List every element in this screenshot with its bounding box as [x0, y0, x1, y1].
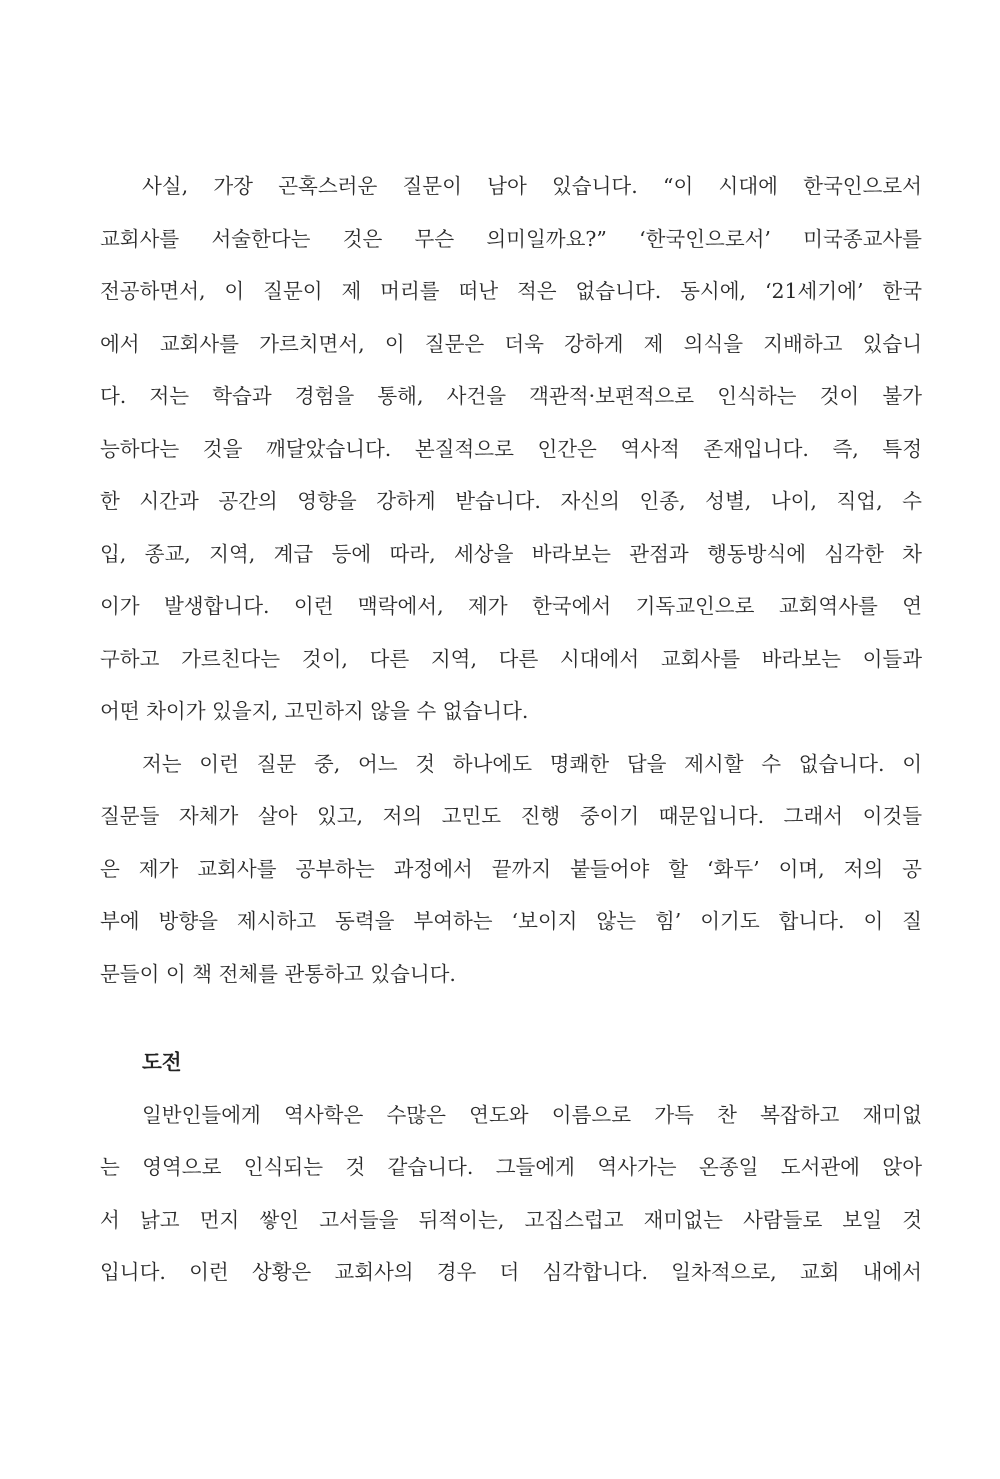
document-page [100, 160, 922, 1299]
text-line: 서 낡고 먼지 쌓인 고서들을 뒤적이는, 고집스럽고 재미없는 사람들로 보일 것 [100, 1207, 922, 1232]
text-line: 이가 발생합니다. 이런 맥락에서, 제가 한국에서 기독교인으로 교회역사를 연 [100, 594, 922, 618]
section-heading: 도전 [142, 1050, 182, 1074]
text-line: 교회사를 서술한다는 것은 무슨 의미일까요?” ‘한국인으로서’ 미국종교사를 [100, 226, 922, 251]
paragraph-1 [100, 160, 922, 738]
text-line: 은 제가 교회사를 공부하는 과정에서 끝까지 붙들어야 할 ‘화두’ 이며, 저의 공 [100, 856, 922, 881]
text-line: 구하고 가르친다는 것이, 다른 지역, 다른 시대에서 교회사를 바라보는 이들과 [100, 646, 922, 671]
text-line: 한 시간과 공간의 영향을 강하게 받습니다. 자신의 인종, 성별, 나이, 직업, 수 [100, 489, 922, 513]
text-line: 질문들 자체가 살아 있고, 저의 고민도 진행 중이기 때문입니다. 그래서 이것들 [100, 804, 922, 828]
text-line: 입, 종교, 지역, 계급 등에 따라, 세상을 바라보는 관점과 행동방식에 심각한 차 [100, 541, 922, 566]
text-line: 어떤 차이가 있을지, 고민하지 않을 수 없습니다. [100, 699, 529, 723]
paragraph-3 [100, 1089, 922, 1299]
section-gap [100, 1000, 922, 1036]
text-line: 일반인들에게 역사학은 수많은 연도와 이름으로 가득 찬 복잡하고 재미없 [142, 1102, 922, 1127]
text-line: 는 영역으로 인식되는 것 같습니다. 그들에게 역사가는 온종일 도서관에 앉아 [100, 1155, 922, 1179]
text-line: 부에 방향을 제시하고 동력을 부여하는 ‘보이지 않는 힘’ 이기도 합니다. 이 질 [100, 909, 922, 933]
text-line: 에서 교회사를 가르치면서, 이 질문은 더욱 강하게 제 의식을 지배하고 있습니 [100, 331, 922, 356]
text-line: 입니다. 이런 상황은 교회사의 경우 더 심각합니다. 일차적으로, 교회 내에서 [100, 1260, 922, 1284]
text-line: 다. 저는 학습과 경험을 통해, 사건을 객관적·보편적으로 인식하는 것이 불가 [100, 384, 922, 408]
text-line: 문들이 이 책 전체를 관통하고 있습니다. [100, 961, 456, 986]
text-line: 저는 이런 질문 중, 어느 것 하나에도 명쾌한 답을 제시할 수 없습니다. 이 [142, 751, 922, 776]
text-line: 사실, 가장 곤혹스러운 질문이 남아 있습니다. “이 시대에 한국인으로서 [142, 174, 922, 198]
text-line: 전공하면서, 이 질문이 제 머리를 떠난 적은 없습니다. 동시에, ‘21세기에’ 한국 [100, 279, 922, 303]
paragraph-2 [100, 738, 922, 1001]
text-line: 능하다는 것을 깨달았습니다. 본질적으로 인간은 역사적 존재입니다. 즉, 특정 [100, 436, 922, 461]
